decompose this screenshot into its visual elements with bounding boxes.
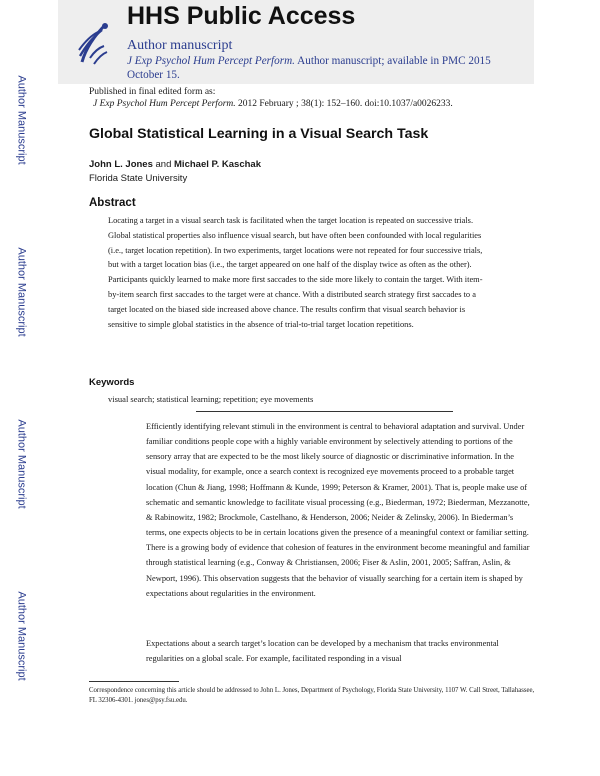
sidebar-author-manuscript-label: Author Manuscript [16, 419, 29, 509]
published-label: Published in final edited form as: [89, 87, 216, 97]
published-journal: J Exp Psychol Hum Percept Perform. [93, 99, 236, 109]
author-conjunction: and [155, 159, 172, 170]
hhs-eagle-logo-icon [76, 18, 110, 68]
published-citation-text: 2012 February ; 38(1): 152–160. doi:10.1037/a0026233. [238, 99, 453, 109]
abstract-heading: Abstract [89, 197, 136, 209]
sidebar-author-manuscript-label: Author Manuscript [16, 591, 29, 681]
abstract-text: Locating a target in a visual search task is facilitated when the target location is repeated on successive trials. Global statistical properties also influence visual search, but have often been confounded with local regularities (i.e., target location repetition). In two experiments, target locations were not repeated for four successive trials, but with a target location bias (i.e., the target appeared on one half of the display twice as often as the other). Participants quickly learned to make more first saccades to the side more likely to contain the target. With item-by-item search first saccades to the target were at chance. With a distributed search strategy first saccades to a target located on the biased side increased above chance. The results confirm that visual search behavior is sensitive to simple global statistics in the absence of trial-to-trial target location repetitions. [108, 216, 483, 329]
keywords-text: visual search; statistical learning; repetition; eye movements [108, 394, 314, 404]
published-info [89, 86, 559, 110]
correspondence-footnote: Correspondence concerning this article should be addressed to John L. Jones, Department of Psychology, Florida State University, 1107 W. Call Street, Tallahassee, FL 32306-4301. jones@psy.fsu.edu. [89, 687, 535, 704]
hhs-public-access-title: HHS Public Access [127, 2, 356, 30]
author-name: Michael P. Kaschak [174, 159, 261, 170]
journal-name: J Exp Psychol Hum Percept Perform. [127, 55, 295, 67]
journal-availability-line [127, 54, 527, 82]
body-paragraph: Expectations about a search target’s location can be developed by a mechanism that tracks environmental regularities on a global scale. For example, facilitated responding in a visual [146, 639, 499, 664]
sidebar-author-manuscript-label: Author Manuscript [16, 75, 29, 165]
author-name: John L. Jones [89, 159, 153, 170]
published-citation [89, 98, 559, 110]
section-divider [196, 411, 453, 412]
body-paragraph: Efficiently identifying relevant stimuli in the environment is central to behavioral adaptation and survival. Under familiar conditions people cope with a highly variable environment by selectively attending to portions of the sensory array that are expected to be the most likely source of diagnostic or discriminative information. In the visual modality, for example, once a search context is recognized eye movements proceed to a probable target location (Chun & Jiang, 1998; Hoffmann & Kunde, 1999; Peterson & Kramer, 2001). That is, people make use of schematic and semantic knowledge to facilitate visual processing (e.g., Biederman, 1972; Biederman, Mezzanotte, & Rabinowitz, 1982; Brockmole, Castelhano, & Henderson, 2006; Neider & Zelinsky, 2006). In Biederman’s terms, one expects objects to be in certain locations given the presence of a meaningful context or familiar setting. There is a growing body of evidence that cohesion of features in the environment become meaningful and familiar through statistical learning (e.g., Conway & Christiansen, 2006; Fiser & Aslin, 2001, 2005; Saffran, Aslin, & Newport, 1996). This observation suggests that the behavior of visually searching for a certain item is shaped by expectations about regularities in the environment. [146, 422, 530, 598]
paper-title: Global Statistical Learning in a Visual Search Task [89, 126, 429, 142]
keywords-heading: Keywords [89, 377, 135, 388]
author-block [89, 158, 261, 186]
author-manuscript-label: Author manuscript [127, 38, 233, 53]
affiliation: Florida State University [89, 173, 188, 184]
footnote-rule [89, 681, 179, 682]
availability-text: Author manuscript; available in PMC 2015 October 15. [127, 55, 491, 81]
sidebar-author-manuscript-label: Author Manuscript [16, 247, 29, 337]
